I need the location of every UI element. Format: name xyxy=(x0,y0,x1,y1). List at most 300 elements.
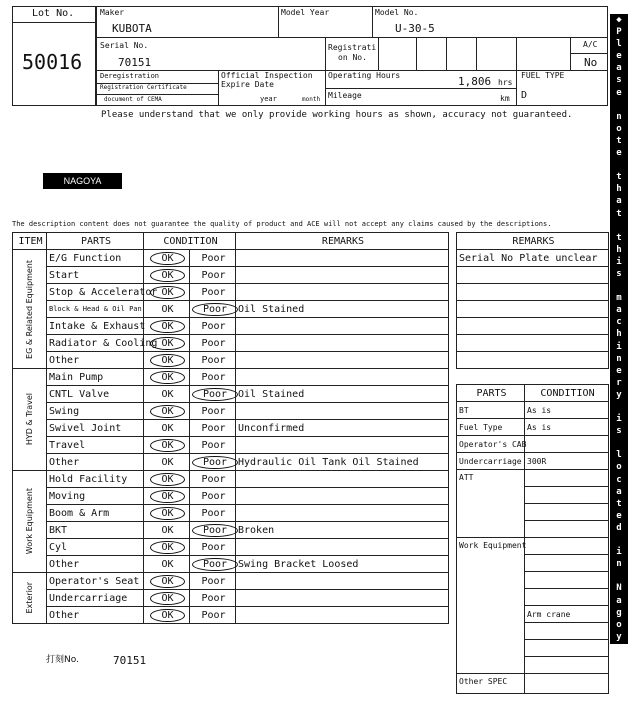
ok-option: OK xyxy=(150,490,184,503)
banner-char: h xyxy=(616,244,622,255)
side-part-condition xyxy=(525,487,609,504)
side-remarks-row xyxy=(457,267,609,284)
side-part-condition xyxy=(525,470,609,487)
poor-cell[interactable] xyxy=(190,573,236,590)
poor-cell[interactable] xyxy=(190,454,236,471)
ac-value: No xyxy=(584,56,598,69)
poor-option: Poor xyxy=(201,490,226,502)
side-part-condition xyxy=(525,589,609,606)
ok-option: OK xyxy=(150,575,184,588)
side-remark-cell: Serial No Plate unclear xyxy=(457,250,609,267)
side-remarks-header: REMARKS xyxy=(457,233,609,250)
part-name: Travel xyxy=(47,437,144,454)
ok-option: OK xyxy=(150,354,184,367)
banner-char xyxy=(610,401,628,413)
poor-cell[interactable] xyxy=(190,590,236,607)
poor-option: Poor xyxy=(201,609,226,621)
poor-cell[interactable] xyxy=(190,539,236,556)
side-part-condition xyxy=(525,657,609,674)
side-parts-row xyxy=(457,674,609,694)
banner-char: i xyxy=(616,341,622,352)
part-name: Other xyxy=(47,352,144,369)
part-name: Radiator & Cooling xyxy=(47,335,144,352)
banner-char: N xyxy=(616,583,622,594)
banner-char xyxy=(610,655,628,667)
poor-cell[interactable] xyxy=(190,556,236,573)
ok-cell[interactable] xyxy=(144,590,190,607)
banner-char: ◆ xyxy=(616,716,622,727)
side-parts-row xyxy=(457,436,609,453)
poor-option: Poor xyxy=(192,456,238,469)
side-part-condition xyxy=(525,674,609,694)
table-row xyxy=(13,335,449,352)
part-name: Undercarriage xyxy=(47,590,144,607)
banner-char: e xyxy=(616,510,622,521)
ok-option: OK xyxy=(150,609,184,622)
remark-cell xyxy=(236,573,449,590)
ok-option: OK xyxy=(150,473,184,486)
side-parts-row xyxy=(457,470,609,487)
remark-cell xyxy=(236,471,449,488)
banner-char: a xyxy=(616,63,622,74)
working-hours-notice: Please understand that we only provide working hours as shown, accuracy not guaranteed. xyxy=(101,110,573,120)
ok-option: OK xyxy=(161,303,174,315)
ok-option: OK xyxy=(161,524,174,536)
banner-char: o xyxy=(616,123,622,134)
banner-char: a xyxy=(616,595,622,606)
side-remarks-row xyxy=(457,250,609,267)
poor-option: Poor xyxy=(201,269,226,281)
side-remarks-header-row xyxy=(457,233,609,250)
poor-cell[interactable] xyxy=(190,267,236,284)
ok-option: OK xyxy=(161,388,174,400)
side-part-name: Undercarriage xyxy=(457,453,525,470)
ok-cell[interactable] xyxy=(144,267,190,284)
remark-cell: Unconfirmed xyxy=(236,420,449,437)
banner-char: g xyxy=(616,607,622,618)
poor-cell[interactable] xyxy=(190,607,236,624)
fuel-type-value: D xyxy=(521,90,528,101)
table-row xyxy=(13,301,449,318)
deregistration-label: Deregistration xyxy=(100,72,160,80)
ok-cell[interactable] xyxy=(144,488,190,505)
part-name: Intake & Exhaust xyxy=(47,318,144,335)
ok-cell[interactable] xyxy=(144,403,190,420)
ok-cell[interactable] xyxy=(144,539,190,556)
remark-cell xyxy=(236,505,449,522)
table-row xyxy=(13,539,449,556)
banner-char: s xyxy=(616,75,622,86)
banner-char: t xyxy=(616,232,622,243)
side-part-condition xyxy=(525,623,609,640)
table-row xyxy=(13,267,449,284)
ok-cell[interactable] xyxy=(144,607,190,624)
banner-char: n xyxy=(616,111,622,122)
part-name: Other xyxy=(47,454,144,471)
part-name: Boom & Arm xyxy=(47,505,144,522)
part-name: Operator's Seat xyxy=(47,573,144,590)
poor-cell[interactable] xyxy=(190,369,236,386)
remark-cell xyxy=(236,352,449,369)
ok-option: OK xyxy=(150,541,184,554)
side-part-condition xyxy=(525,538,609,555)
poor-option: Poor xyxy=(201,575,226,587)
poor-option: Poor xyxy=(201,286,226,298)
ok-option: OK xyxy=(161,456,174,468)
item-group-cell xyxy=(13,573,47,624)
banner-char: e xyxy=(616,51,622,62)
side-remark-cell xyxy=(457,352,609,369)
table-row xyxy=(13,471,449,488)
ok-option: OK xyxy=(161,422,174,434)
ok-cell[interactable] xyxy=(144,318,190,335)
part-name: E/G Function xyxy=(47,250,144,267)
banner-char: c xyxy=(616,317,622,328)
remark-cell: Oil Stained xyxy=(236,386,449,403)
part-name: BKT xyxy=(47,522,144,539)
stamp-value: 70151 xyxy=(113,654,147,667)
banner-char xyxy=(610,437,628,449)
part-name: Start xyxy=(47,267,144,284)
side-part-condition xyxy=(525,572,609,589)
side-remark-cell xyxy=(457,301,609,318)
banner-char: o xyxy=(616,619,622,630)
remark-cell xyxy=(236,267,449,284)
km-unit: km xyxy=(500,94,510,103)
poor-option: Poor xyxy=(201,507,226,519)
side-parts-row xyxy=(457,402,609,419)
ok-cell[interactable] xyxy=(144,437,190,454)
poor-option: Poor xyxy=(192,524,238,537)
remark-cell xyxy=(236,318,449,335)
item-group-label: Work Equipment xyxy=(25,488,34,555)
item-group-label: EG & Related Equipment xyxy=(25,259,34,359)
side-part-condition xyxy=(525,504,609,521)
table-row xyxy=(13,607,449,624)
banner-char xyxy=(610,570,628,582)
poor-cell[interactable] xyxy=(190,403,236,420)
part-name: Swing xyxy=(47,403,144,420)
side-remarks-row xyxy=(457,318,609,335)
side-remarks-row xyxy=(457,352,609,369)
side-remarks-row xyxy=(457,284,609,301)
ok-option: OK xyxy=(150,371,184,384)
side-remarks-row xyxy=(457,335,609,352)
side-parts-row xyxy=(457,453,609,470)
poor-cell[interactable] xyxy=(190,471,236,488)
month-label: month xyxy=(302,96,321,103)
inspection-label-2: Expire Date xyxy=(221,80,274,89)
banner-char: P xyxy=(616,27,622,38)
side-part-condition xyxy=(525,555,609,572)
side-part-name: Fuel Type xyxy=(457,419,525,436)
parts-header: PARTS xyxy=(47,233,144,250)
remark-cell xyxy=(236,590,449,607)
ok-cell[interactable] xyxy=(144,250,190,267)
cema-label: document of CEMA xyxy=(104,96,162,103)
work-equipment-label: Work Equipment xyxy=(457,538,525,674)
hrs-unit: hrs xyxy=(498,78,513,87)
poor-cell[interactable] xyxy=(190,420,236,437)
table-row xyxy=(13,386,449,403)
remark-cell xyxy=(236,403,449,420)
poor-option: Poor xyxy=(201,371,226,383)
ok-option: OK xyxy=(150,320,184,333)
side-part-condition xyxy=(525,640,609,657)
ok-option: OK xyxy=(150,252,184,265)
ok-cell[interactable] xyxy=(144,301,190,318)
poor-cell[interactable] xyxy=(190,437,236,454)
table-row xyxy=(13,437,449,454)
model-year-label: Model Year xyxy=(281,8,330,17)
ok-cell[interactable] xyxy=(144,505,190,522)
poor-option: Poor xyxy=(192,303,238,316)
condition-header: CONDITION xyxy=(144,233,236,250)
banner-char: h xyxy=(616,329,622,340)
serial-value: 70151 xyxy=(118,56,152,69)
part-name: Other xyxy=(47,607,144,624)
banner-char xyxy=(610,99,628,111)
table-row xyxy=(13,505,449,522)
ok-cell[interactable] xyxy=(144,556,190,573)
banner-char: i xyxy=(616,547,622,558)
side-part-name: Operator's CAB xyxy=(457,436,525,453)
ok-option: OK xyxy=(150,439,184,452)
table-row xyxy=(13,318,449,335)
part-name: Other xyxy=(47,556,144,573)
side-remarks-row xyxy=(457,301,609,318)
ok-option: OK xyxy=(150,269,184,282)
poor-cell[interactable] xyxy=(190,284,236,301)
operating-hours-label: Operating Hours xyxy=(328,71,401,80)
banner-char: t xyxy=(616,172,622,183)
ok-cell[interactable] xyxy=(144,522,190,539)
remark-cell xyxy=(236,437,449,454)
table-row xyxy=(13,403,449,420)
banner-char: s xyxy=(616,426,622,437)
side-part-name: BT xyxy=(457,402,525,419)
poor-cell[interactable] xyxy=(190,318,236,335)
part-name: Swivel Joint xyxy=(47,420,144,437)
ok-option: OK xyxy=(161,558,174,570)
ok-cell[interactable] xyxy=(144,335,190,352)
maker-label: Maker xyxy=(100,8,125,17)
banner-char: y xyxy=(616,389,622,400)
fuel-type-label: FUEL TYPE xyxy=(521,71,565,80)
poor-option: Poor xyxy=(201,320,226,332)
remark-cell xyxy=(236,488,449,505)
poor-option: Poor xyxy=(201,422,226,434)
att-label: ATT xyxy=(457,470,525,538)
table-row xyxy=(13,454,449,471)
banner-char: a xyxy=(616,486,622,497)
side-part-condition xyxy=(525,436,609,453)
ok-cell[interactable] xyxy=(144,420,190,437)
banner-char: n xyxy=(616,353,622,364)
side-remark-cell xyxy=(457,318,609,335)
item-header: ITEM xyxy=(13,233,47,250)
banner-char xyxy=(610,534,628,546)
ok-cell[interactable] xyxy=(144,369,190,386)
banner-char: ◆ xyxy=(616,15,622,25)
side-part-condition: 300R xyxy=(525,453,609,470)
part-name: Block & Head & Oil Pan xyxy=(47,301,144,318)
disclaimer: The description content does not guarantee the quality of product and ACE will not accept any claims caused by the descriptions. xyxy=(12,220,552,228)
table-row xyxy=(13,420,449,437)
side-remark-cell xyxy=(457,267,609,284)
poor-cell[interactable] xyxy=(190,335,236,352)
poor-option: Poor xyxy=(201,405,226,417)
side-part-condition: As is xyxy=(525,402,609,419)
banner-char: t xyxy=(616,498,622,509)
poor-option: Poor xyxy=(201,592,226,604)
banner-char: d xyxy=(616,522,622,533)
ok-option: OK xyxy=(150,286,184,299)
stamp-label: 打刻No. xyxy=(46,655,79,665)
side-parts-row xyxy=(457,419,609,436)
banner-char: c xyxy=(616,474,622,485)
ok-cell[interactable] xyxy=(144,284,190,301)
item-group-label: HYD & Travel xyxy=(25,393,34,446)
ok-cell[interactable] xyxy=(144,454,190,471)
poor-option: Poor xyxy=(192,558,238,571)
table-row xyxy=(13,573,449,590)
table-row xyxy=(13,522,449,539)
remark-cell xyxy=(236,335,449,352)
side-parts-row xyxy=(457,538,609,555)
side-part-condition xyxy=(525,521,609,538)
banner-char: Y xyxy=(616,668,622,679)
ok-option: OK xyxy=(150,405,184,418)
side-part-condition: Arm crane xyxy=(525,606,609,623)
banner-char: e xyxy=(616,365,622,376)
banner-char: a xyxy=(616,680,622,691)
location-badge xyxy=(43,173,122,189)
maker-value: KUBOTA xyxy=(112,22,152,35)
location-banner xyxy=(610,14,628,727)
registration-label-1: Registrati xyxy=(328,43,377,52)
banner-char xyxy=(610,220,628,232)
banner-char: h xyxy=(616,184,622,195)
year-label: year xyxy=(260,95,277,103)
poor-cell[interactable] xyxy=(190,505,236,522)
ok-cell[interactable] xyxy=(144,573,190,590)
condition-table xyxy=(12,232,449,624)
other-spec-label: Other SPEC xyxy=(457,674,525,694)
side-remark-cell xyxy=(457,335,609,352)
item-group-cell xyxy=(13,369,47,471)
poor-cell[interactable] xyxy=(190,250,236,267)
remark-cell: Broken xyxy=(236,522,449,539)
table-row xyxy=(13,352,449,369)
banner-char: l xyxy=(616,450,622,461)
poor-cell[interactable] xyxy=(190,522,236,539)
table-row xyxy=(13,488,449,505)
banner-char: i xyxy=(616,414,622,425)
banner-char: n xyxy=(616,559,622,570)
poor-cell[interactable] xyxy=(190,301,236,318)
banner-char: t xyxy=(616,135,622,146)
lot-label: Lot No. xyxy=(32,8,75,19)
poor-option: Poor xyxy=(201,473,226,485)
poor-option: Poor xyxy=(201,439,226,451)
side-remarks-table xyxy=(456,232,609,369)
side-part-condition: As is xyxy=(525,419,609,436)
remark-cell xyxy=(236,369,449,386)
remark-cell xyxy=(236,539,449,556)
lot-number: 50016 xyxy=(22,50,83,74)
ok-cell[interactable] xyxy=(144,352,190,369)
ok-option: OK xyxy=(150,507,184,520)
banner-char: y xyxy=(616,631,622,642)
banner-char xyxy=(610,280,628,292)
banner-char: l xyxy=(616,39,622,50)
poor-cell[interactable] xyxy=(190,386,236,403)
banner-char: r xyxy=(616,377,622,388)
remark-cell xyxy=(236,284,449,301)
poor-option: Poor xyxy=(192,388,238,401)
banner-char: m xyxy=(616,293,622,304)
poor-option: Poor xyxy=(201,541,226,553)
mileage-label: Mileage xyxy=(328,91,362,100)
ok-option: OK xyxy=(150,337,184,350)
part-name: Hold Facility xyxy=(47,471,144,488)
part-name: Cyl xyxy=(47,539,144,556)
remark-cell xyxy=(236,607,449,624)
banner-char: e xyxy=(616,148,622,159)
remark-cell: Oil Stained xyxy=(236,301,449,318)
banner-char xyxy=(610,159,628,171)
banner-char: r xyxy=(616,692,622,703)
table-row xyxy=(13,590,449,607)
part-name: Moving xyxy=(47,488,144,505)
ok-cell[interactable] xyxy=(144,471,190,488)
registration-label-2: on No. xyxy=(338,53,367,62)
banner-char: a xyxy=(616,196,622,207)
side-remark-cell xyxy=(457,284,609,301)
table-row xyxy=(13,284,449,301)
remark-cell: Hydraulic Oil Tank Oil Stained xyxy=(236,454,449,471)
banner-char: i xyxy=(616,256,622,267)
item-group-label: Exterior xyxy=(25,582,34,614)
poor-option: Poor xyxy=(201,252,226,264)
serial-label: Serial No. xyxy=(100,41,149,50)
operating-hours-value: 1,806 xyxy=(458,75,492,88)
location-badge-label: NAGOYA xyxy=(63,176,102,186)
banner-char: s xyxy=(616,268,622,279)
remark-cell xyxy=(236,250,449,267)
poor-cell[interactable] xyxy=(190,488,236,505)
poor-option: Poor xyxy=(201,337,226,349)
table-row xyxy=(13,250,449,267)
poor-cell[interactable] xyxy=(190,352,236,369)
remark-cell: Swing Bracket Loosed xyxy=(236,556,449,573)
ac-label: A/C xyxy=(583,40,598,49)
side-parts-table xyxy=(456,384,609,694)
banner-char: d xyxy=(616,704,622,715)
side-parts-header: PARTS xyxy=(457,385,525,402)
part-name: Main Pump xyxy=(47,369,144,386)
banner-char: a xyxy=(616,643,622,654)
ok-option: OK xyxy=(150,592,184,605)
inspection-label-1: Official Inspection xyxy=(221,71,313,80)
table-header-row xyxy=(13,233,449,250)
banner-char: a xyxy=(616,305,622,316)
side-condition-header: CONDITION xyxy=(525,385,609,402)
part-name: Stop & Accelerator xyxy=(47,284,144,301)
ok-cell[interactable] xyxy=(144,386,190,403)
item-group-cell xyxy=(13,250,47,369)
